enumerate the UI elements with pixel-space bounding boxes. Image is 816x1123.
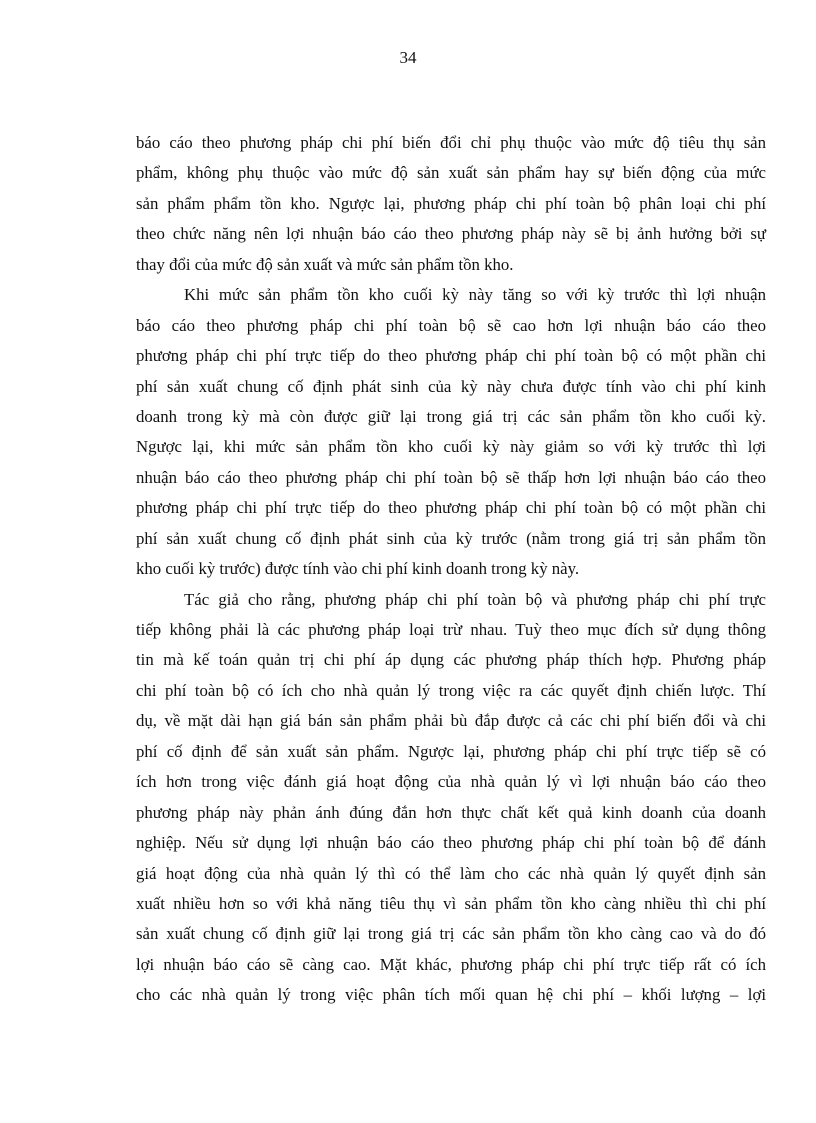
text-line: phương pháp chi phí trực tiếp do theo phương pháp chi phí toàn bộ có một phần chi	[136, 346, 766, 366]
text-line: sản phẩm phẩm tồn kho. Ngược lại, phương pháp chi phí toàn bộ phân loại chi phí	[136, 193, 766, 213]
text-line: tiếp không phải là các phương pháp loại trừ nhau. Tuỳ theo mục đích sử dụng thông	[136, 620, 766, 639]
text-line: thay đổi của mức độ sản xuất và mức sản phẩm tồn kho.	[136, 254, 514, 274]
text-line: kho cuối kỳ trước) được tính vào chi phí kinh doanh trong kỳ này.	[136, 559, 580, 579]
text-line: cho các nhà quản lý trong việc phân tích mối quan hệ chi phí – khối lượng – lợi	[136, 985, 766, 1005]
text-line: giá hoạt động của nhà quản lý thì có thể làm cho các nhà quản lý quyết định sản	[136, 863, 766, 883]
text-line: phí cố định để sản xuất sản phẩm. Ngược lại, phương pháp chi phí trực tiếp sẽ có	[136, 741, 766, 761]
text-line: báo cáo theo phương pháp chi phí biến đổi chỉ phụ thuộc vào mức độ tiêu thụ sản	[136, 133, 766, 152]
text-line: phương pháp này phản ánh đúng đắn hơn thực chất kết quả kinh doanh của doanh	[136, 802, 766, 822]
text-line: phương pháp chi phí trực tiếp do theo phương pháp chi phí toàn bộ có một phần chi	[136, 498, 766, 518]
text-line: Tác giả cho rằng, phương pháp chi phí toàn bộ và phương pháp chi phí trực	[184, 589, 766, 609]
text-line: phí sản xuất chung cố định phát sinh của kỳ trước (nằm trong giá trị sản phẩm tồn	[136, 528, 766, 548]
text-line: sản xuất chung cố định giữ lại trong giá trị các sản phẩm tồn kho càng cao và do đó	[136, 924, 766, 944]
text-line: phẩm, không phụ thuộc vào mức độ sản xuất sản phẩm hay sự biến động của mức	[136, 163, 766, 183]
text-line: phí sản xuất chung cố định phát sinh của kỳ này chưa được tính vào chi phí kinh	[136, 376, 766, 396]
text-line: theo chức năng nên lợi nhuận báo cáo theo phương pháp này sẽ bị ảnh hưởng bởi sự	[136, 224, 766, 244]
text-line: xuất nhiều hơn so với khả năng tiêu thụ vì sản phẩm tồn kho càng nhiều thì chi phí	[136, 893, 766, 913]
text-line: doanh trong kỳ mà còn được giữ lại trong giá trị các sản phẩm tồn kho cuối kỳ.	[136, 406, 766, 426]
body-text	[136, 128, 766, 1011]
text-line: chi phí toàn bộ có ích cho nhà quản lý trong việc ra các quyết định chiến lược. Thí	[136, 680, 766, 700]
text-line: dụ, về mặt dài hạn giá bán sản phẩm phải bù đắp được cả các chi phí biến đổi và chi	[136, 711, 766, 731]
text-line: lợi nhuận báo cáo sẽ càng cao. Mặt khác, phương pháp chi phí trực tiếp rất có ích	[136, 954, 766, 974]
text-line: nghiệp. Nếu sử dụng lợi nhuận báo cáo theo phương pháp chi phí toàn bộ để đánh	[136, 833, 766, 853]
text-line: ích hơn trong việc đánh giá hoạt động của nhà quản lý vì lợi nhuận báo cáo theo	[136, 772, 766, 792]
text-line: nhuận báo cáo theo phương pháp chi phí toàn bộ sẽ thấp hơn lợi nhuận báo cáo theo	[136, 467, 766, 487]
text-line: Ngược lại, khi mức sản phẩm tồn kho cuối kỳ này giảm so với kỳ trước thì lợi	[136, 437, 766, 457]
page-number: 34	[399, 48, 417, 67]
text-line: báo cáo theo phương pháp chi phí toàn bộ sẽ cao hơn lợi nhuận báo cáo theo	[136, 315, 766, 335]
text-line: tin mà kế toán quản trị chi phí áp dụng các phương pháp thích hợp. Phương pháp	[136, 650, 766, 670]
text-line: Khi mức sản phẩm tồn kho cuối kỳ này tăng so với kỳ trước thì lợi nhuận	[184, 285, 766, 305]
